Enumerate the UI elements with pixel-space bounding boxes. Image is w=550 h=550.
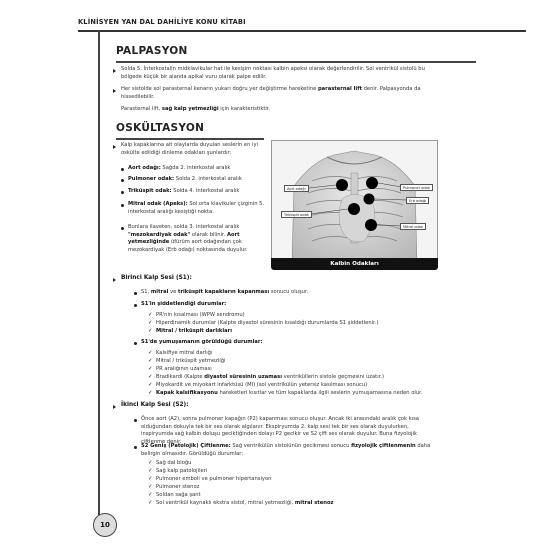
s1-increase-title: S1'in şiddetlendiği durumlar: xyxy=(141,301,227,307)
s2-definition: Önce aort (A2), sonra pulmoner kapağın (P2) kapanması sonucu oluşur. Ancak iki arasındaki aralık çok kısa olduğundan dokuyla tek bir ses olarak algılanır. Ekspiryumda 2. kalp sesi tek bir ses olarak duyulurken, inspiryumda sağ kalbin doluşu geciktiğinden dolayı P2 gecikir ve S2 çift ses olarak duyulur. Buna fizyolojik çiftlenme denir. xyxy=(141,416,419,445)
margin-line xyxy=(98,30,100,515)
erb-focus-marker xyxy=(364,194,375,205)
label-aort-odagi: Aort odağı xyxy=(284,185,309,192)
bullet-dot xyxy=(134,304,137,307)
section-rule xyxy=(116,61,476,63)
bullet-dot xyxy=(134,342,137,345)
running-header xyxy=(78,18,468,26)
figure-caption: Kalbin Odakları xyxy=(271,258,438,270)
focus-aort: Aort odağı: Sağda 2. interkostal aralık xyxy=(128,165,231,171)
s1-decrease-item: Mitral / triküspit yetmezliği xyxy=(156,358,226,364)
check-icon: ✓ xyxy=(148,374,153,380)
header-rule xyxy=(78,30,526,32)
oskultasyon-intro: Kalp kapaklarına ait olaylarda duyulan seslerin en iyi oskülte edildiği dinleme odakları şunlardır: xyxy=(121,142,259,156)
bullet-arrow xyxy=(113,145,116,149)
check-icon: ✓ xyxy=(148,366,153,372)
palpation-para-1: Solda 5. İnterkostalin midklavikular hat ile kesişim noktası kalbin apeksi olarak değerlendirilir. Sol ventrikül sistolü bu bölgede küçük bir alanda apikal vuru olarak palpe edilir. xyxy=(121,66,425,80)
check-icon: ✓ xyxy=(148,382,153,388)
s1-decrease-item: PR aralığının uzaması xyxy=(156,366,212,372)
focus-pulmoner: Pulmoner odak: Solda 2. interkostal aralık xyxy=(128,176,242,182)
focus-mitral: Mitral odak (Apeks): Sol orta klavikuler çizginin 5. interkostal aralığı kesiştiği nokta. xyxy=(128,201,265,215)
bullet-dot xyxy=(121,227,124,230)
focus-trikuspit: Triküspit odak: Solda 4. interkostal aralık xyxy=(128,188,240,194)
check-icon: ✓ xyxy=(148,460,153,466)
bullet-arrow xyxy=(113,405,116,409)
pulmoner-focus-marker xyxy=(366,177,378,189)
label-trikuspit-odak: Triküspit odak xyxy=(281,211,312,218)
check-icon: ✓ xyxy=(148,358,153,364)
s1-decrease-item: Kapak kalsifikasyonu hareketleri kısıtlar ve tüm kapaklarda ilgili seslerin yumuşamasına neden olur. xyxy=(156,390,423,396)
s1-definition: S1, mitral ve triküspit kapakların kapanması sonucu oluşur. xyxy=(141,289,309,295)
s2-split-item: Sağ dal bloğu xyxy=(156,460,192,466)
label-erb-odagi: Erb odağı xyxy=(406,197,429,204)
aort-focus-marker xyxy=(336,179,348,191)
bullet-dot xyxy=(134,446,137,449)
label-pulmoner-odak: Pulmoner odak xyxy=(400,184,433,191)
check-icon: ✓ xyxy=(148,312,153,318)
s1-decrease-item: Kalsifiye mitral darlığı xyxy=(156,350,213,356)
bullet-dot xyxy=(121,168,124,171)
bullet-arrow xyxy=(113,278,116,282)
s1-increase-item: Hiperdinamik durumlar (Kalpte diyastol süresinin kısaldığı durumlarda S1 şiddetlenir.) xyxy=(156,320,379,326)
palpation-para-2: Her sistolde sol parasternal kenarın yukarı doğru yer değiştirme hareketine parasternal lift denir. Palpasyonda da hissedilebilir. xyxy=(121,86,421,100)
bullet-arrow xyxy=(113,69,116,73)
bullet-dot xyxy=(134,419,137,422)
s1-increase-item: Mitral / triküspit darlıkları xyxy=(156,328,232,334)
bullet-dot xyxy=(121,191,124,194)
check-icon: ✓ xyxy=(148,468,153,474)
s1-decrease-item: Bradikardi (Kalpte diyastol süresinin uzaması ventriküllerin sistole geçmesini uzatır.) xyxy=(156,374,384,380)
mezokardiyak-note: Bunlara ilaveten, solda 3. interkostal aralık "mezokardiyak odak" olarak bilinir. Aort yetmezliğinde üfürüm aort odağından çok mezokardiyak (Erb odağı) noktasında duyulur. xyxy=(128,224,248,253)
bullet-dot xyxy=(121,204,124,207)
s2-split-item: Pulmoner stenoz xyxy=(156,484,200,490)
bullet-dot xyxy=(121,179,124,182)
palpation-para-3: Parasternal lift, sağ kalp yetmezliği için karakteristiktir. xyxy=(121,106,271,112)
s1-decrease-item: Miyokardit ve miyokart infarktüsü (MI) (sol ventrikülün yetersiz kasılması sonucu) xyxy=(156,382,368,388)
section-title-oskultasyon: OSKÜLTASYON xyxy=(116,122,205,134)
bullet-dot xyxy=(134,292,137,295)
check-icon: ✓ xyxy=(148,500,153,506)
label-mitral-odak: Mitral odak xyxy=(400,223,426,230)
s1-title: Birinci Kalp Sesi (S1): xyxy=(121,275,192,281)
check-icon: ✓ xyxy=(148,350,153,356)
check-icon: ✓ xyxy=(148,320,153,326)
s2-title: İkinci Kalp Sesi (S2): xyxy=(121,402,189,408)
trikuspit-focus-marker xyxy=(348,203,360,215)
s2-split-item: Sağ kalp patolojileri xyxy=(156,468,208,474)
check-icon: ✓ xyxy=(148,328,153,334)
bullet-arrow xyxy=(113,89,116,93)
s1-increase-item: PR'nin kısalması (WPW sendromu) xyxy=(156,312,245,318)
s1-decrease-title: S1'de yumuşamanın görüldüğü durumlar: xyxy=(141,339,263,345)
book-title: KLİNİSYEN YAN DAL DAHİLİYE KONU KİTABI xyxy=(78,18,246,26)
check-icon: ✓ xyxy=(148,492,153,498)
s2-split-item: Soldan sağa şant xyxy=(156,492,201,498)
check-icon: ✓ xyxy=(148,390,153,396)
s2-split-item: Pulmoner emboli ve pulmoner hipertansiyon xyxy=(156,476,272,482)
heart-foci-figure xyxy=(271,140,438,264)
mitral-focus-marker xyxy=(365,219,377,231)
page-number: 10 xyxy=(93,513,117,537)
check-icon: ✓ xyxy=(148,484,153,490)
section-rule xyxy=(116,138,264,140)
section-title-palpasyon: PALPASYON xyxy=(116,45,188,57)
check-icon: ✓ xyxy=(148,476,153,482)
s2-split-item: Sol ventrikül kaynaklı ekstra sistol, mitral yetmezliği, mitral stenoz xyxy=(156,500,334,506)
s2-split: S2 Geniş (Patolojik) Çiftlenme: Sağ ventrikülün sistolünün gecikmesi sonucu fizyolojik çiftlenmenin daha belirgin olmasıdır. Görüldüğü durumlar: xyxy=(141,443,431,457)
